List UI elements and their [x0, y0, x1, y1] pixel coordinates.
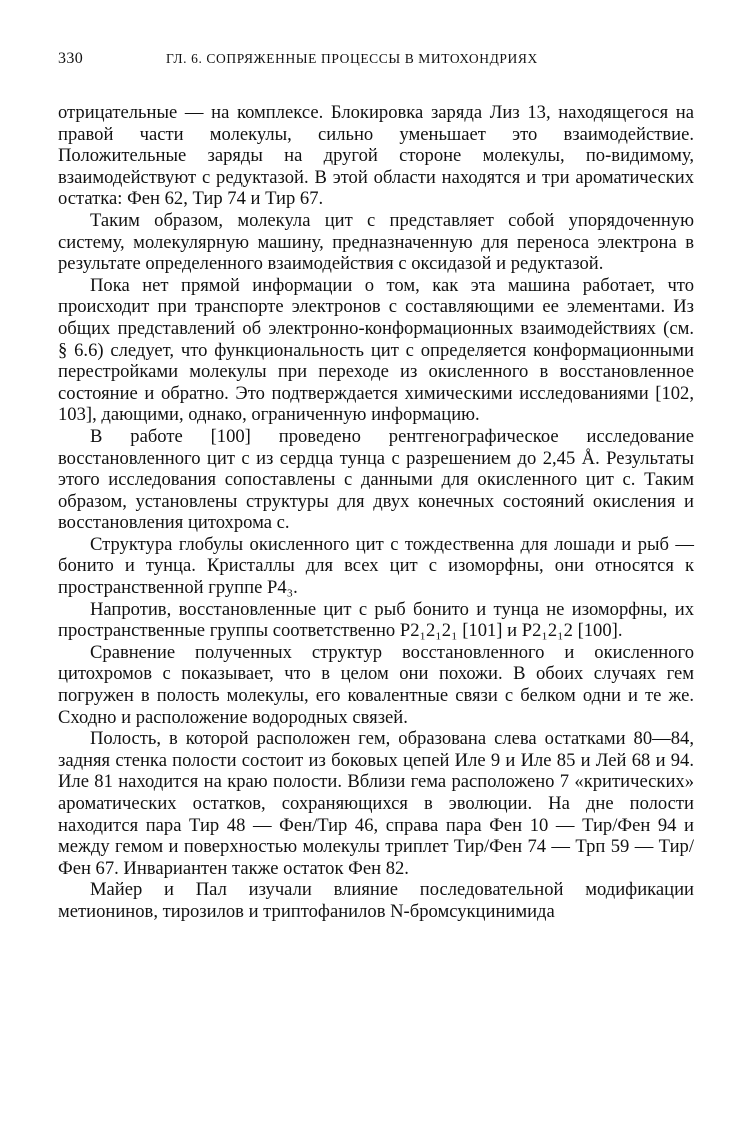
paragraph-oxidized-structure: Структура глобулы окисленного цит с тождественна для лошади и рыб — бонито и тунца. Кристаллы для всех цит с изоморфны, они относятся к пространственной группе P4₃.: [58, 533, 694, 599]
paragraph-conformational-changes: Пока нет прямой информации о том, как эта машина работает, что происходит при транспорте электронов с составляющими ее элементами. Из общих представлений об электронно-конформационных взаимодействиях (см. § 6.6) следует, что функциональность цит с определяется конформационными перестройками молекулы при переходе из окисленного в восстановленное состояние и обратно. Это подтверждается химическими исследованиями [102, 103], дающими, однако, ограниченную информацию.: [58, 274, 694, 426]
page-header: [58, 50, 694, 76]
paragraph-structure-comparison: Сравнение полученных структур восстановленного и окисленного цитохромов с показывает, что в целом они похожи. В обоих случаях гем погружен в полость молекулы, его ковалентные связи с белком одни и те же. Сходно и расположение водородных связей.: [58, 641, 694, 728]
body-text: [58, 102, 694, 923]
page-number: 330: [58, 50, 84, 67]
book-page: [58, 50, 694, 923]
paragraph-heme-cavity: Полость, в которой расположен гем, образована слева остатками 80—84, задняя стенка полости состоит из боковых цепей Иле 9 и Иле 85 и Лей 68 и 94. Иле 81 находится на краю полости. Вблизи гема расположено 7 «критических» ароматических остатков, сохраняющихся в эволюции. На дне полости находится пара Тир 48 — Фен/Тир 46, справа пара Фен 10 — Тир/Фен 94 и между гемом и поверхностью молекулы триплет Тир/Фен 74 — Трп 59 — Тир/Фен 67. Инвариантен также остаток Фен 82.: [58, 728, 694, 879]
paragraph-modification-study: Майер и Пал изучали влияние последовательной модификации метионинов, тирозилов и триптофанилов N-бромсукцинимида: [58, 879, 694, 922]
paragraph-continuation: отрицательные — на комплексе. Блокировка заряда Лиз 13, находящегося на правой части молекулы, сильно уменьшает это взаимодействие. Положительные заряды на другой стороне молекулы, по-видимому, взаимодействуют с редуктазой. В этой области находятся и три ароматических остатка: Фен 62, Тир 74 и Тир 67.: [58, 102, 694, 210]
paragraph-xray-study: В работе [100] проведено рентгенографическое исследование восстановленного цит с из сердца тунца с разрешением до 2,45 Å. Результаты этого исследования сопоставлены с данными для окисленного цит с. Таким образом, установлены структуры для двух конечных состояний окисления и восстановления цитохрома с.: [58, 425, 694, 534]
running-title: ГЛ. 6. СОПРЯЖЕННЫЕ ПРОЦЕССЫ В МИТОХОНДРИЯХ: [166, 51, 538, 66]
paragraph-cytochrome-machine: Таким образом, молекула цит с представляет собой упорядоченную систему, молекулярную машину, предназначенную для переноса электрона в результате определенного взаимодействия с оксидазой и редуктазой.: [58, 209, 694, 275]
paragraph-reduced-structure: Напротив, восстановленные цит с рыб бонито и тунца не изоморфны, их пространственные группы соответственно P2₁2₁2₁ [101] и P2₁2₁2 [100].: [58, 598, 694, 642]
